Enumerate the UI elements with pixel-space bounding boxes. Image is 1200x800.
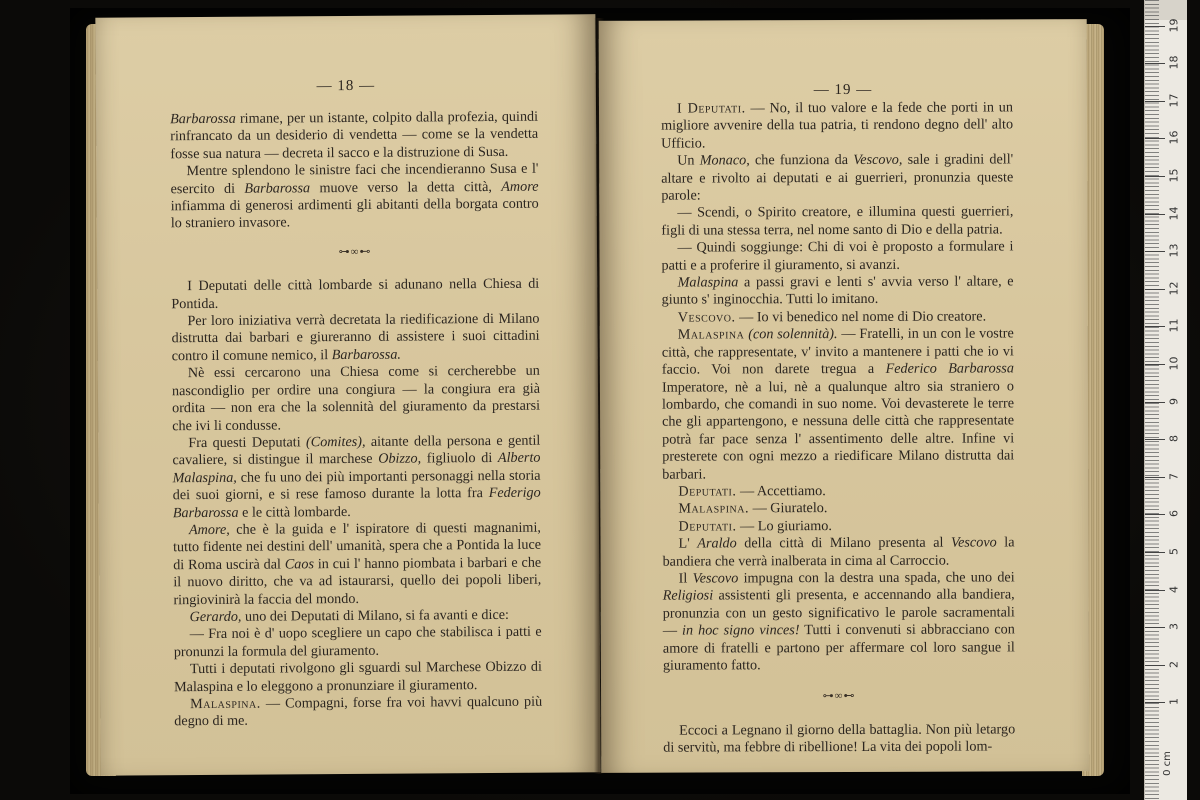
ruler-label: 3 bbox=[1167, 623, 1181, 631]
ruler-label: 16 bbox=[1167, 130, 1181, 145]
left-page-text bbox=[170, 109, 542, 731]
ruler-ticks bbox=[1145, 0, 1159, 800]
ruler-major-tick bbox=[1145, 138, 1165, 139]
ruler-major-tick bbox=[1145, 176, 1165, 177]
ruler-major-tick bbox=[1145, 514, 1165, 515]
ruler-label: 6 bbox=[1167, 510, 1181, 518]
ruler-major-tick bbox=[1145, 214, 1165, 215]
section-ornament: ⊶∞⊷ bbox=[338, 245, 372, 258]
ruler-label: 8 bbox=[1167, 435, 1181, 443]
paragraph: Amore, che è la guida e l' ispiratore di questi magnanimi, tutto fidente nei destini dell' umanità, spera che a Pontida la luce di Roma uscirà dal Caos in cui l' hanno piombata i barbari e che il nuovo diritto, che va ad istaurarsi, quello dei popoli liberi, ringiovinirà la faccia del mondo. bbox=[173, 519, 542, 608]
paragraph: Vescovo. — Io vi benedico nel nome di Dio creatore. bbox=[677, 308, 987, 326]
ruler-major-tick bbox=[1145, 251, 1165, 252]
paragraph: Un Monaco, che funziona da Vescovo, sale i gradini dell' altare e rivolto ai deputati e ai guerrieri, pronunzia queste parole: bbox=[661, 151, 1014, 204]
ruler-label: 18 bbox=[1167, 55, 1181, 70]
paragraph: I Deputati. — No, il tuo valore e la fede che porti in un migliore avvenire della tua patria, ti rendono degno dell' alto Ufficio. bbox=[661, 99, 1014, 152]
paragraph: L' Araldo della città di Milano presenta al Vescovo la bandiera che verrà inalberata in cima al Carroccio. bbox=[662, 534, 1015, 570]
ruler-major-tick bbox=[1145, 627, 1165, 628]
paragraph: Per loro iniziativa verrà decretata la riedificazione di Milano distrutta dai barbari e giureranno di assistere i suoi cittadini contro il comune nemico, il Barbarossa. bbox=[171, 310, 540, 365]
ruler-label: 2 bbox=[1167, 660, 1181, 668]
ruler-major-tick bbox=[1145, 402, 1165, 403]
ruler-label: 13 bbox=[1167, 243, 1181, 258]
right-page-text bbox=[661, 99, 1015, 757]
paragraph: Deputati. — Accettiamo. bbox=[678, 483, 826, 500]
ruler-label: 17 bbox=[1167, 93, 1181, 108]
paragraph: Malaspina. — Giuratelo. bbox=[678, 500, 828, 517]
left-page bbox=[95, 14, 600, 775]
ruler-major-tick bbox=[1145, 289, 1165, 290]
paragraph: — Scendi, o Spirito creatore, e illumina questi guerrieri, figli di una stessa terra, nel nome santo di Dio e della patria. bbox=[661, 203, 1014, 239]
ruler-major-tick bbox=[1145, 702, 1165, 703]
section-ornament: ⊶∞⊷ bbox=[822, 690, 856, 703]
paragraph: Il Vescovo impugna con la destra una spada, che uno dei Religiosi assistenti gli presenta, e accennando alla bandiera, pronunzia con un gesto significativo le parole sacramentali — in hoc signo vinces! Tutti i convenuti si abbracciano con amore di fratelli e partono per affermare col loro sangue il giuramento fatto. bbox=[662, 569, 1015, 674]
ruler-label: 1 bbox=[1167, 698, 1181, 706]
ruler-label: 4 bbox=[1167, 585, 1181, 593]
ruler-major-tick bbox=[1145, 477, 1165, 478]
paragraph: Malaspina. — Compagni, forse fra voi havvi qualcuno più degno di me. bbox=[174, 693, 543, 730]
ruler-major-tick bbox=[1145, 552, 1165, 553]
paragraph: — Fra noi è d' uopo scegliere un capo che stabilisca i patti e pronunzi la formula del giuramento. bbox=[173, 624, 542, 661]
paragraph: Malaspina (con solennità). — Fratelli, in un con le vostre città, che rappresentate, v' invito a mantenere i patti che io vi faccio. Voi non darete tregua a Federico Barbarossa Imperatore, nè a lui, nè a qualunque altro sia straniero o lombardo, che comandi in suo nome. Voi devasterete le terre che gli appartengono, e nessuna delle città che rappresentate potrà far pace senza l' assentimento delle altre. Infine vi presterete con ogni mezzo a riedificare Milano distrutta dai barbari. bbox=[661, 325, 1015, 483]
ruler-label: 9 bbox=[1167, 397, 1181, 405]
ruler-major-tick bbox=[1145, 101, 1165, 102]
ruler-label: 11 bbox=[1167, 318, 1181, 333]
ruler-major-tick bbox=[1145, 665, 1165, 666]
right-page bbox=[599, 19, 1090, 773]
page-number-right: — 19 — bbox=[813, 81, 873, 99]
paragraph: — Quindi soggiunge: Chi di voi è proposto a formulare i patti e a proferire il giuramento, si avanzi. bbox=[661, 238, 1014, 274]
paragraph: Mentre splendono le sinistre faci che incendieranno Susa e l' esercito di Barbarossa muove verso la detta città, Amore infiamma di generosi ardimenti gli abitanti della borgata contro lo straniero invasore. bbox=[170, 160, 539, 232]
paragraph: Nè essi cercarono una Chiesa come si cercherebbe un nascondiglio per ordire una congiura — la congiura era già ordita — non era che la solennità del giuramento da prestarsi che ivi li condusse. bbox=[171, 362, 541, 434]
paragraph: Gerardo, uno dei Deputati di Milano, si fa avanti e dice: bbox=[189, 606, 510, 626]
ruler-label: 10 bbox=[1167, 356, 1181, 371]
measurement-ruler bbox=[1144, 0, 1187, 800]
paragraph: Barbarossa rimane, per un istante, colpito dalla profezia, quindi rinfrancato da un desiderio di vendetta — come se la vendetta fosse sua natura — decreta il sacco e la distruzione di Susa. bbox=[170, 108, 539, 163]
ruler-major-tick bbox=[1145, 439, 1165, 440]
ruler-major-tick bbox=[1145, 590, 1165, 591]
paragraph: Eccoci a Legnano il giorno della battaglia. Non più letargo di servitù, ma febbre di ribellione! La vita dei popoli lom- bbox=[663, 721, 1016, 756]
ruler-unit-label: 0 cm bbox=[1161, 751, 1173, 776]
paragraph: Malaspina a passi gravi e lenti s' avvia verso l' altare, e giunto s' inginocchia. Tutti lo imitano. bbox=[661, 273, 1014, 309]
paragraph: Tutti i deputati rivolgono gli sguardi sul Marchese Obizzo di Malaspina e lo eleggono a pronunziare il giuramento. bbox=[173, 658, 542, 695]
ruler-major-tick bbox=[1145, 364, 1165, 365]
page-number-left: — 18 — bbox=[316, 77, 376, 95]
paragraph: I Deputati delle città lombarde si adunano nella Chiesa di Pontida. bbox=[171, 275, 540, 312]
ruler-label: 14 bbox=[1167, 206, 1181, 221]
ruler-major-tick bbox=[1145, 326, 1165, 327]
paragraph: Fra questi Deputati (Comites), aitante della persona e gentil cavaliere, si distingue il marchese Obizzo, figliuolo di Alberto Malaspina, che fu uno dei più importanti personaggi nella storia dei suoi giorni, e si rese famoso durante la lotta fra Federigo Barbarossa e le città lombarde. bbox=[172, 432, 541, 521]
ruler-label: 5 bbox=[1167, 548, 1181, 555]
ruler-major-tick bbox=[1145, 63, 1165, 64]
paragraph: Deputati. — Lo giuriamo. bbox=[678, 517, 832, 535]
ruler-label: 12 bbox=[1167, 281, 1181, 296]
ruler-label: 15 bbox=[1167, 168, 1181, 183]
ruler-label: 19 bbox=[1167, 18, 1181, 33]
ruler-label: 7 bbox=[1167, 472, 1181, 480]
ruler-major-tick bbox=[1145, 26, 1165, 27]
